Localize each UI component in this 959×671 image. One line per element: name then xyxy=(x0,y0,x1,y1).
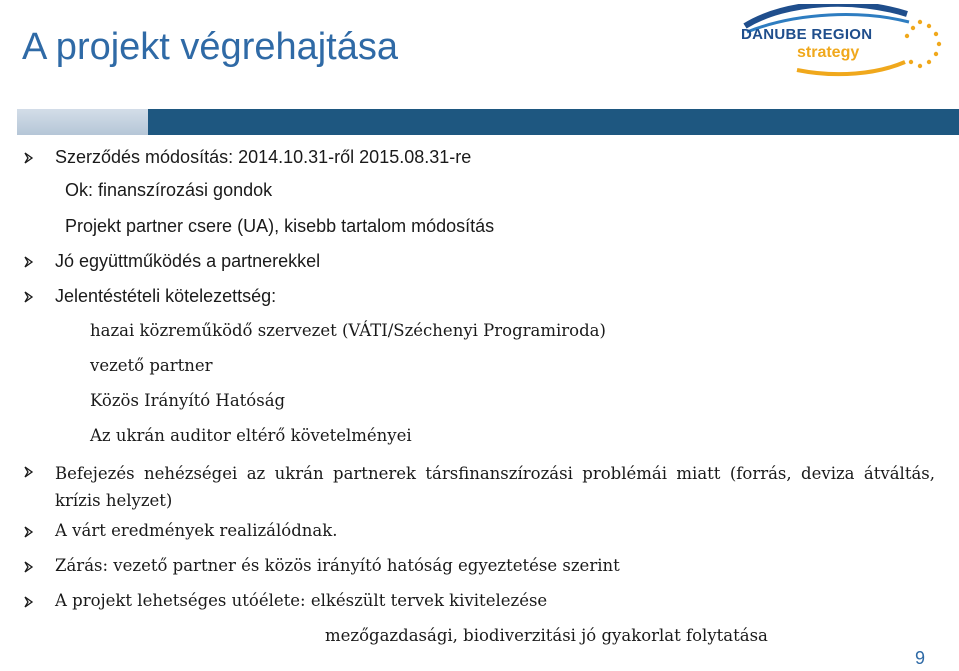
list-item: Befejezés nehézségei az ukrán partnerek társfinanszírozási problémái miatt (forrás, deviza átváltás, krízis helyzet) xyxy=(55,464,935,510)
arrowhead-bullet-icon xyxy=(24,526,36,538)
list-item: Szerződés módosítás: 2014.10.31-ről 2015.08.31-re xyxy=(55,147,472,167)
arrowhead-bullet-icon xyxy=(24,596,36,608)
list-item: A várt eredmények realizálódnak. xyxy=(55,521,338,540)
arrowhead-bullet-icon xyxy=(24,561,36,573)
header-bar-dark xyxy=(148,109,959,135)
list-item: hazai közreműködő szervezet (VÁTI/Széchenyi Programiroda) xyxy=(90,321,606,340)
list-item: Jó együttműködés a partnerekkel xyxy=(55,251,321,271)
list-item: Az ukrán auditor eltérő követelményei xyxy=(90,426,412,445)
logo-text-line2: strategy xyxy=(797,44,860,61)
arrowhead-bullet-icon xyxy=(24,152,36,164)
danube-region-logo xyxy=(737,4,949,78)
slide-title: A projekt végrehajtása xyxy=(22,26,399,68)
arrowhead-bullet-icon xyxy=(24,256,36,268)
list-item: Közös Irányító Hatóság xyxy=(90,391,286,410)
arrowhead-bullet-icon xyxy=(24,291,36,303)
list-item: Projekt partner csere (UA), kisebb tartalom módosítás xyxy=(65,216,495,236)
list-item: Jelentéstételi kötelezettség: xyxy=(55,286,277,306)
list-item: mezőgazdasági, biodiverzitási jó gyakorlat folytatása xyxy=(325,626,768,645)
list-item: vezető partner xyxy=(90,356,213,375)
list-item: Zárás: vezető partner és közös irányító hatóság egyeztetése szerint xyxy=(55,556,620,575)
page-number: 9 xyxy=(914,648,925,668)
logo-text-line1: DANUBE REGION xyxy=(741,26,873,43)
list-item: A projekt lehetséges utóélete: elkészült tervek kivitelezése xyxy=(55,591,548,610)
list-item: Ok: finanszírozási gondok xyxy=(65,180,273,200)
arrowhead-bullet-icon xyxy=(24,466,36,478)
